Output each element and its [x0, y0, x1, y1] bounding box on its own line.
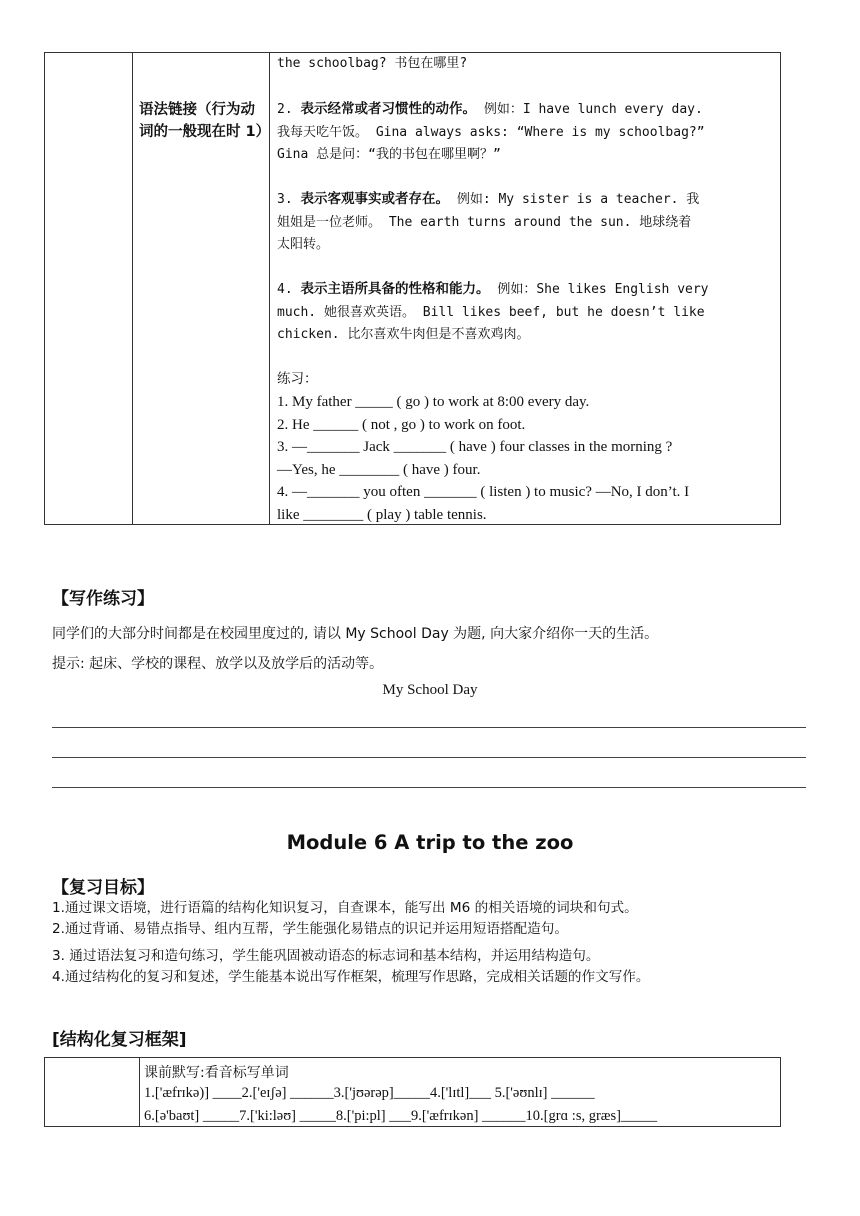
- content-line: the schoolbag? 书包在哪里?: [277, 56, 468, 71]
- writing-prompt: 同学们的大部分时间都是在校园里度过的, 请以 My School Day 为题, 向大家介绍你一天的生活。: [52, 626, 659, 642]
- writing-hint: 提示: 起床、学校的课程、放学以及放学后的活动等。: [52, 656, 384, 672]
- table-divider: [132, 53, 133, 524]
- review-table-heading: 课前默写:看音标写单词: [144, 1065, 289, 1081]
- exercise-2: 2. He ______ ( not , go ) to work on foot.: [277, 416, 526, 433]
- goal-item: 2.通过背诵、易错点指导、组内互帮，学生能强化易错点的识记并运用短语搭配造句。: [52, 921, 568, 937]
- exercise-4: 4. —_______ you often _______ ( listen ) to music? —No, I don’t. I: [277, 484, 690, 500]
- point-4: 4. 表示主语所具备的性格和能力。 例如：She likes English very much. 她很喜欢英语。 Bill likes beef, but he doesn’t like chicken. 比尔喜欢牛肉但是不喜欢鸡肉。: [277, 281, 709, 342]
- practice-label: 练习：: [277, 371, 318, 387]
- review-goals-title: 【复习目标】: [52, 878, 154, 898]
- writing-section-title: 【写作练习】: [52, 589, 154, 609]
- point-2: 2. 表示经常或者习惯性的动作。 例如：I have lunch every day. 我每天吃午饭。 Gina always asks: “Where is my schoolbag?” Gina 总是问：“我的书包在哪里啊？”: [277, 101, 705, 162]
- exercise-3-answer: —Yes, he ________ ( have ) four.: [277, 461, 481, 478]
- essay-title: My School Day: [382, 682, 478, 698]
- review-goals-list: [52, 898, 822, 988]
- module-title: Module 6 A trip to the zoo: [286, 831, 574, 854]
- answer-line: [52, 727, 806, 728]
- exercise-4-cont: like ________ ( play ) table tennis.: [277, 506, 487, 523]
- table-divider: [139, 1058, 140, 1126]
- goal-item: 1.通过课文语境，进行语篇的结构化知识复习，自查课本，能写出 M6 的相关语境的词块和句式。: [52, 900, 638, 916]
- point-3: 3. 表示客观事实或者存在。 例如: My sister is a teacher. 我 姐姐是一位老师。 The earth turns around the sun. 地球绕着 太阳转。: [277, 191, 700, 252]
- exercise-1: 1. My father _____ ( go ) to work at 8:00 every day.: [277, 394, 590, 410]
- goal-item: 4.通过结构化的复习和复述，学生能基本说出写作框架，梳理写作思路，完成相关话题的作文写作。: [52, 969, 650, 985]
- answer-line: [52, 787, 806, 788]
- framework-title: [结构化复习框架]: [52, 1030, 187, 1050]
- grammar-link-label: 语法链接（行为动词的一般现在时 1）: [139, 102, 271, 140]
- exercise-3: 3. —_______ Jack _______ ( have ) four classes in the morning ?: [277, 439, 673, 455]
- answer-line: [52, 757, 806, 758]
- goal-item: 3. 通过语法复习和造句练习，学生能巩固被动语态的标志词和基本结构，并运用结构造句。: [52, 948, 600, 964]
- phonetic-row: 1.['æfrɪkə)] ____2.['eɪʃə] ______3.['jʊərəp]_____4.['lɪtl]___ 5.['əʊnlɪ] ______: [144, 1085, 595, 1101]
- practice-exercises: [277, 391, 775, 526]
- phonetic-row: 6.[ə'baʊt] _____7.['ki:ləʊ] _____8.['pi:pl] ___9.['æfrɪkən] ______10.[grɑ :s, græs]_____: [144, 1108, 658, 1124]
